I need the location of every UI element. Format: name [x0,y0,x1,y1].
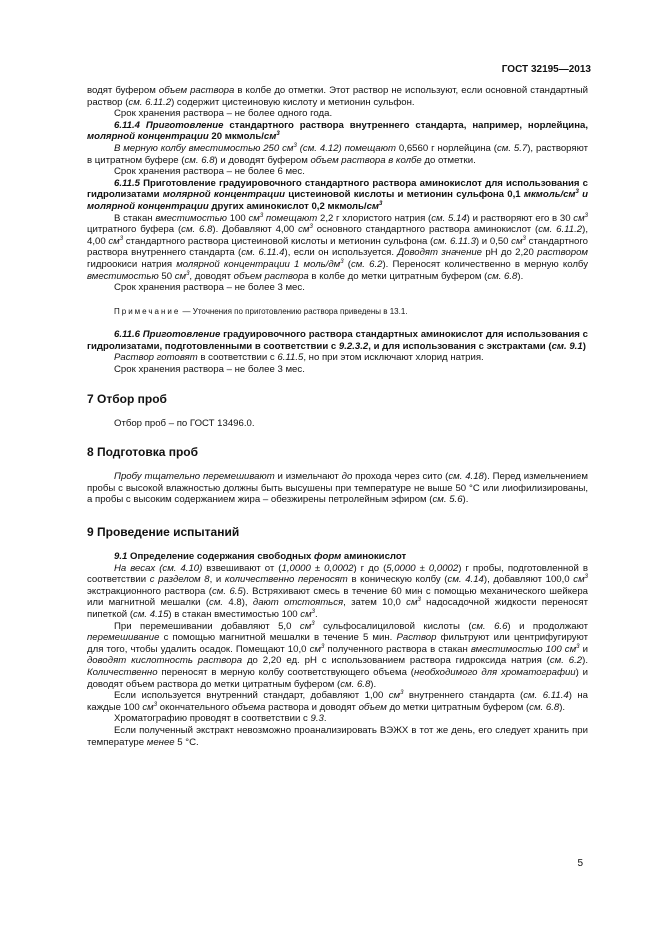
paragraph: Раствор готовят в соответствии с 6.11.5, но при этом исключают хлорид натрия. [114,352,484,364]
section-6-11-4-title: 6.11.4 Приготовление стандартного раствора внутреннего стандарта, например, норлейцина, молярной концентрации 20 мкмоль/$см^3$ [87,119,588,143]
storage-note: Срок хранения раствора – не более 6 мес. [114,166,305,178]
paragraph: В мерную колбу вместимостью 250 $см^3$ (см. 4.12) помещают 0,6560 г норлейцина (см. 5.7), растворяют в цитратном буфере (см. 6.8) и доводят буфером объем раствора в колбе до отметки. [87,142,588,166]
section-heading-8: 8 Подготовка проб [87,445,199,460]
standard-header: ГОСТ 32195—2013 [501,64,591,75]
paragraph: водят буфером объем раствора в колбе до отметки. Этот раствор не используют, если основной стандартный раствор (см. 6.11.2) содержит цистеиновую кислоту и метионин сульфон. [87,85,588,108]
storage-note: Срок хранения раствора – не более 3 мес. [114,364,305,376]
section-9-1-title: 9.1 Определение содержания свободных форм аминокислот [114,551,407,563]
storage-note: Срок хранения раствора – не более одного года. [114,108,333,120]
document-body [87,85,588,748]
page-number: 5 [577,858,583,869]
paragraph: Отбор проб – по ГОСТ 13496.0. [114,417,255,429]
note-label: Примечание [114,306,181,316]
section-6-11-6-title: 6.11.6 Приготовление градуировочного раствора стандартных аминокислот для использования с гидролизатами, подготовленными в соответствии с 9.2.3.2, и для использования с экстрактами (см. 9.1) [87,329,588,352]
paragraph: Если полученный экстракт невозможно проанализировать ВЭЖХ в тот же день, его следует хранить при температуре менее 5 °С. [87,724,588,748]
section-heading-7: 7 Отбор проб [87,391,167,406]
paragraph: Хроматографию проводят в соответствии с 9.3. [114,713,327,725]
paragraph: При перемешивании добавляют 5,0 $см^3$ сульфосалициловой кислоты (см. 6.6) и продолжают перемешивание с помощью магнитной мешалки в течение 5 мин. Раствор фильтруют или центрифугируют для того, чтобы удалить осадок. Помещают 10,0 $см^3$ полученного раствора в стакан вместимостью 100 $см^3$ и доводят кислотность раствора до 2,20 ед. pH с использованием раствора гидроксида натрия (см. 6.2). Количественно переносят в мерную колбу соответствующего объема (необходимого для хроматографии) и доводят объем раствора до метки цитратным буфером (см. 6.8). [87,620,588,690]
section-6-11-5-title: 6.11.5 Приготовление градуировочного стандартного раствора аминокислот для использования с гидролизатами молярной концентрации цистеиновой кислоты и метионин сульфона 0,1 мкмоль/$см^3$ и молярной концентрации других аминокислот 0,2 мкмоль/$см^3$ [87,177,588,212]
note: Примечание — Уточнения по приготовлению раствора приведены в 13.1. [114,306,408,316]
section-heading-9: 9 Проведение испытаний [87,525,240,540]
paragraph: На весах (см. 4.10) взвешивают от (1,0000 ± 0,0002) г до (5,0000 ± 0,0002) г пробы, подготовленной в соответствии с разделом 8, и количественно переносят в коническую колбу (см. 4.14), добавляют 100,0 $см^3$ экстракционного раствора (см. 6.5). Встряхивают смесь в течение 60 мин с помощью механического шейкера или магнитной мешалки (см. 4.8), дают отстояться, затем 10,0 $см^3$ надосадочной жидкости переносят пипеткой (см. 4.15) в стакан вместимостью 100 $см^3$. [87,562,588,620]
paragraph: Если используется внутренний стандарт, добавляют 1,00 $см^3$ внутреннего стандарта (см. 6.11.4) на каждые 100 $см^3$ окончательного объема раствора и доводят объем до метки цитратным буфером (см. 6.8). [87,690,589,713]
paragraph: Пробу тщательно перемешивают и измельчают до прохода через сито (см. 4.18). Перед измельчением пробы с высокой влажностью должны быть высушены при температуре не выше 50 °С или лиофилизированы, а пробы с высоким содержанием жира – обезжирены петролейным эфиром (см. 5.6). [87,471,588,506]
storage-note: Срок хранения раствора – не более 3 мес. [114,282,305,294]
paragraph: В стакан вместимостью 100 $см^3$ помещают 2,2 г хлористого натрия (см. 5.14) и растворяют его в 30 $см^3$ цитратного буфера (см. 6.8). Добавляют 4,00 $см^3$ основного стандартного раствора аминокислот (см. 6.11.2), 4,00 $см^3$ стандартного раствора цистеиновой кислоты и метионин сульфона (см. 6.11.3) и 0,50 $см^3$ стандартного раствора внутреннего стандарта (см. 6.11.4), если он используется. Доводят значение pH до 2,20 раствором гидроокиси натрия молярной концентрации 1 моль/$дм^3$ (см. 6.2). Переносят количественно в мерную колбу вместимостью 50 $см^3$, доводят объем раствора в колбе до метки цитратным буфером (см. 6.8). [87,212,589,282]
